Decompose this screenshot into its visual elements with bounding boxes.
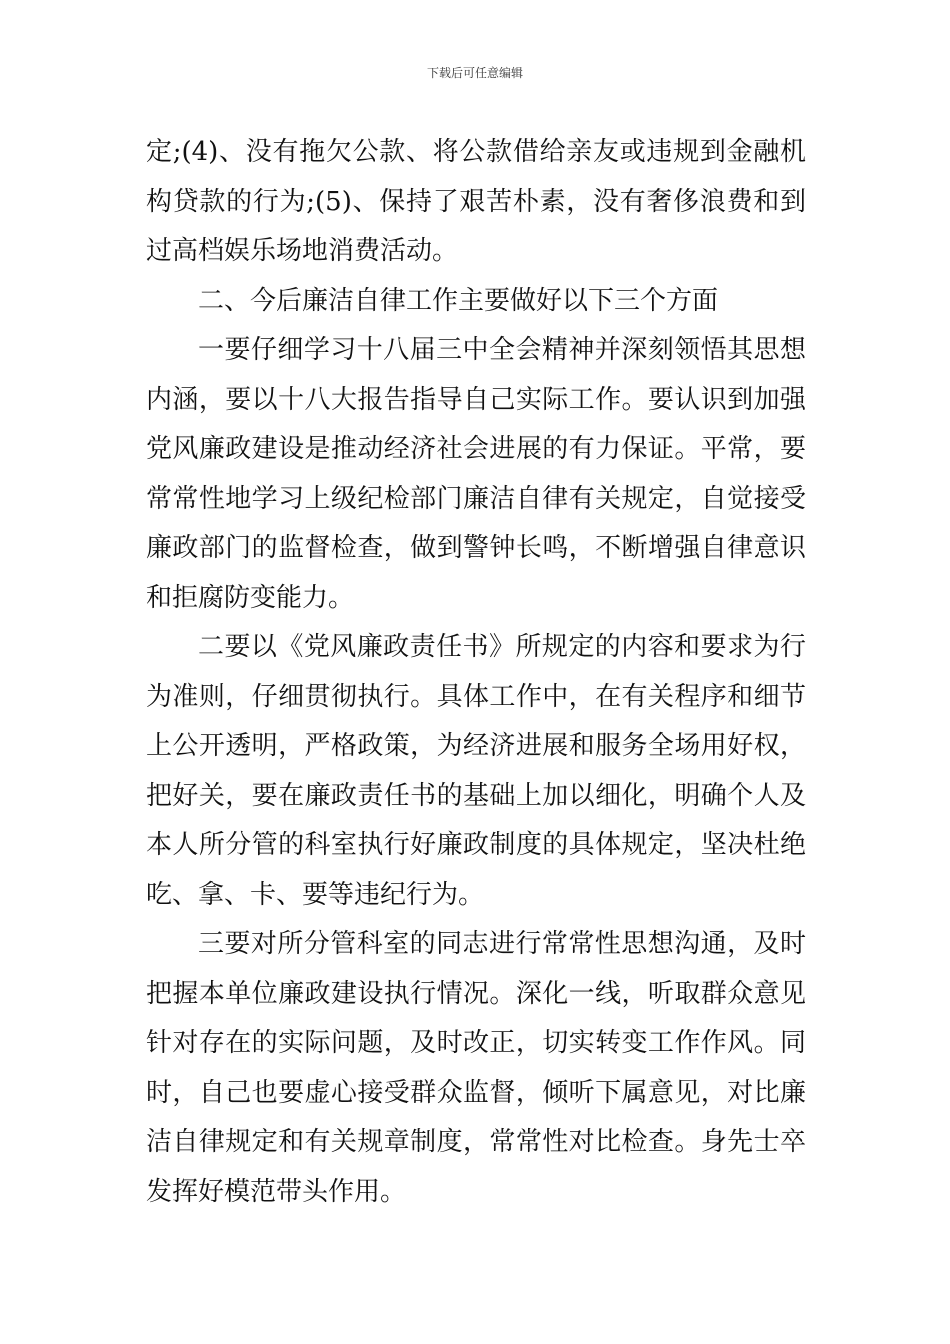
paragraph-continuation: 定;(4)、没有拖欠公款、将公款借给亲友或违规到金融机构贷款的行为;(5)、保持了艰苦朴素，没有奢侈浪费和到过高档娱乐场地消费活动。 <box>146 137 806 266</box>
section-heading: 二、今后廉洁自律工作主要做好以下三个方面 <box>198 285 719 316</box>
page-header: 下载后可任意编辑 <box>426 66 523 80</box>
paragraph-point-one: 一要仔细学习十八届三中全会精神并深刻领悟其思想内涵，要以十八大报告指导自己实际工作。要认识到加强党风廉政建设是推动经济社会进展的有力保证。平常，要常常性地学习上级纪检部门廉洁自律有关规定，自觉接受廉政部门的监督检查，做到警钟长鸣，不断增强自律意识和拒腐防变能力。 <box>146 335 806 613</box>
document-body <box>146 128 806 1217</box>
paragraph-point-two: 二要以《党风廉政责任书》所规定的内容和要求为行为准则，仔细贯彻执行。具体工作中，在有关程序和细节上公开透明，严格政策，为经济进展和服务全场用好权，把好关，要在廉政责任书的基础上加以细化，明确个人及本人所分管的科室执行好廉政制度的具体规定，坚决杜绝吃、拿、卡、要等违纪行为。 <box>146 632 806 910</box>
paragraph-point-three: 三要对所分管科室的同志进行常常性思想沟通，及时把握本单位廉政建设执行情况。深化一线，听取群众意见针对存在的实际问题，及时改正，切实转变工作作风。同时，自己也要虚心接受群众监督，倾听下属意见，对比廉洁自律规定和有关规章制度，常常性对比检查。身先士卒发挥好模范带头作用。 <box>146 929 806 1207</box>
